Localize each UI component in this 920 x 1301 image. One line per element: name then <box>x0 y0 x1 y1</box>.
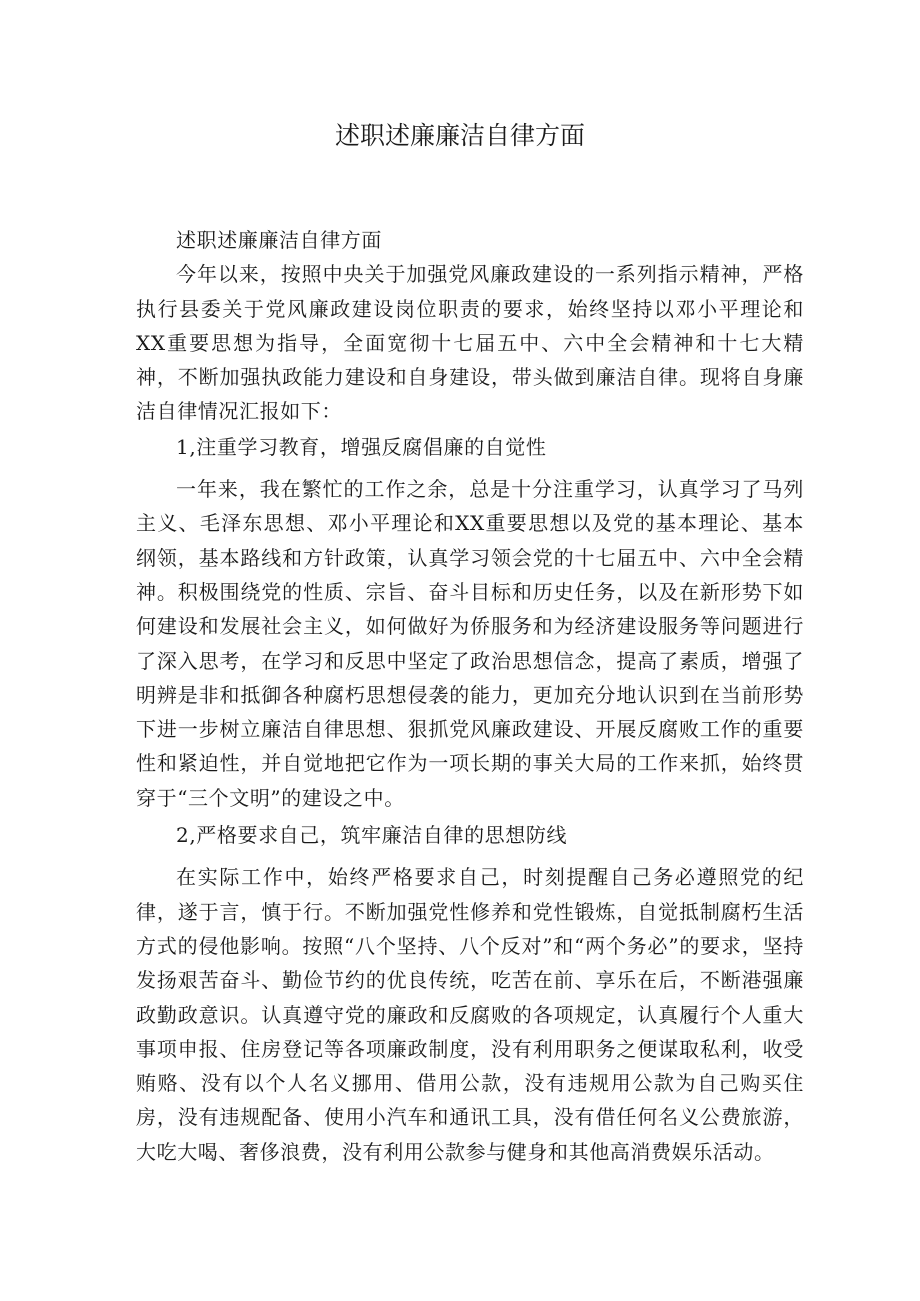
intro-paragraph: 今年以来，按照中央关于加强党风廉政建设的一系列指示精神，严格执行县委关于党风廉政建设岗位职责的要求，始终坚持以邓小平理论和XX重要思想为指导，全面宽彻十七届五中、六中全会精神和十七大精神，不断加强执政能力建设和自身建设，带头做到廉洁自律。现将自身廉洁自律情况汇报如下： <box>136 262 804 424</box>
section-2-heading: 2,严格要求自己，筑牢廉洁自律的思想防线 <box>176 823 568 848</box>
section-2-paragraph: 在实际工作中，始终严格要求自己，时刻提醒自己务必遵照党的纪律，遂于言，慎于行。不断加强党性修养和党性锻炼，自觉抵制腐朽生活方式的侵他影响。按照“八个坚持、八个反对”和“两个务必”的要求，坚持发扬艰苦奋斗、勤俭节约的优良传统，吃苦在前、享乐在后，不断港强廉政勤政意识。认真遵守党的廉政和反腐败的各项规定，认真履行个人重大事项申报、住房登记等各项廉政制度，没有利用职务之便谋取私利，收受贿赂、没有以个人名义挪用、借用公款，没有违规用公款为自己购买住房，没有违规配备、使用小汽车和通讯工具，没有借任何名义公费旅游，大吃大喝、奢侈浪费，没有利用公款参与健身和其他高消费娱乐活动。 <box>136 865 804 1164</box>
section-1-paragraph: 一年来，我在繁忙的工作之余，总是十分注重学习，认真学习了马列主义、毛泽东思想、邓小平理论和XX重要思想以及党的基本理论、基本纲领，基本路线和方针政策，认真学习领会党的十七届五中、六中全会精神。积极围绕党的性质、宗旨、奋斗目标和历史任务，以及在新形势下如何建设和发展社会主义，如何做好为侨服务和为经济建设服务等问题进行了深入思考，在学习和反思中坚定了政治思想信念，提高了素质，增强了明辨是非和抵御各种腐朽思想侵袭的能力，更加充分地认识到在当前形势下进一步树立廉洁自律思想、狠抓党风廉政建设、开展反腐败工作的重要性和紧迫性，并自觉地把它作为一项长期的事关大局的工作来抓，始终贯穿于“三个文明”的建设之中。 <box>136 477 804 810</box>
document-title: 述职述廉廉洁自律方面 <box>334 121 585 150</box>
document-body <box>136 223 804 1169</box>
subtitle-paragraph: 述职述廉廉洁自律方面 <box>176 228 382 252</box>
section-1-heading: 1,注重学习教育，增强反腐倡廉的自觉性 <box>176 434 547 459</box>
